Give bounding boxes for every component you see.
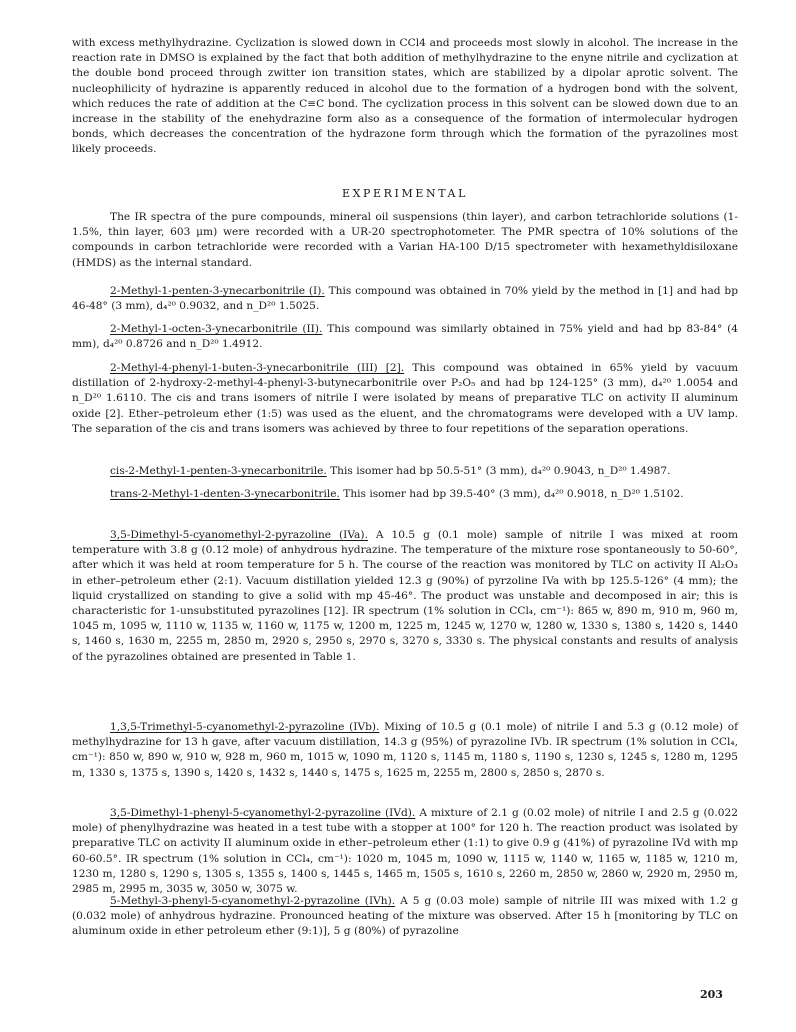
compound-II-title: 2-Methyl-1-octen-3-ynecarbonitrile (II). bbox=[110, 323, 323, 335]
section-heading: EXPERIMENTAL bbox=[341, 187, 469, 200]
page-number: 203 bbox=[700, 988, 723, 1001]
compound-I-body: This compound was obtained in 70% yield by the method in [1] and had bp 46-48° (3 mm), d₄²⁰ 0.9032, and n_D²⁰ 1.5025. bbox=[72, 285, 738, 313]
pyrazoline-IVa-paragraph bbox=[72, 528, 738, 665]
pyrazoline-IVd-paragraph bbox=[72, 806, 738, 897]
trans-isomer-paragraph bbox=[72, 487, 738, 502]
pyrazoline-IVb-paragraph bbox=[72, 720, 738, 781]
cis-isomer-paragraph bbox=[72, 464, 738, 479]
cis-isomer-body: This isomer had bp 50.5-51° (3 mm), d₄²⁰ 0.9043, n_D²⁰ 1.4987. bbox=[326, 465, 671, 477]
cis-isomer-title: cis-2-Methyl-1-penten-3-ynecarbonitrile. bbox=[110, 465, 327, 477]
pyrazoline-IVb-body: Mixing of 10.5 g (0.1 mole) of nitrile I and 5.3 g (0.12 mole) of methylhydrazine for 13 h gave, after vacuum distillation, 14.3 g (95%) of pyrazoline IVb. IR spectrum (1% solution in CCl₄, cm⁻¹): 850 w, 890 w, 910 w, 928 m, 960 m, 1015 w, 1090 m, 1120 s, 1145 m, 1180 s, 1190 s, 1230 s, 1245 s, 1280 m, 1295 m, 1330 s, 1375 s, 1390 s, 1420 s, 1432 s, 1440 s, 1475 s, 1625 m, 2255 m, 2800 s, 2850 s, 2870 s. bbox=[72, 721, 738, 779]
trans-isomer-title: trans-2-Methyl-1-denten-3-ynecarbonitrile. bbox=[110, 488, 340, 500]
pyrazoline-IVb-title: 1,3,5-Trimethyl-5-cyanomethyl-2-pyrazoline (IVb). bbox=[110, 721, 380, 733]
pyrazoline-IVh-title: 5-Methyl-3-phenyl-5-cyanomethyl-2-pyrazoline (IVh). bbox=[110, 895, 396, 907]
pyrazoline-IVh-body: A 5 g (0.03 mole) sample of nitrile III was mixed with 1.2 g (0.032 mole) of anhydrous hydrazine. Pronounced heating of the mixture was observed. After 15 h [monitoring by TLC on aluminum oxide in ether petroleum ether (9:1)], 5 g (80%) of pyrazoline bbox=[72, 895, 738, 938]
pyrazoline-IVh-paragraph bbox=[72, 894, 738, 940]
compound-III-body: This compound was obtained in 65% yield by vacuum distillation of 2-hydroxy-2-methyl-4-phenyl-3-butynecarbonitrile over P₂O₅ and had bp 124-125° (3 mm), d₄²⁰ 1.0054 and n_D²⁰ 1.6110. The cis and trans isomers of nitrile I were isolated by means of preparative TLC on activity II aluminum oxide [2]. Ether–petroleum ether (1:5) was used as the eluent, and the chromatograms were developed with a UV lamp. The separation of the cis and trans isomers was achieved by three to four repetitions of the separation operations. bbox=[72, 362, 738, 435]
compound-II-body: This compound was similarly obtained in 75% yield and had bp 83-84° (4 mm), d₄²⁰ 0.8726 and n_D²⁰ 1.4912. bbox=[72, 323, 738, 351]
trans-isomer-body: This isomer had bp 39.5-40° (3 mm), d₄²⁰ 0.9018, n_D²⁰ 1.5102. bbox=[339, 488, 684, 500]
compound-I-title: 2-Methyl-1-penten-3-ynecarbonitrile (I). bbox=[110, 285, 325, 297]
compound-III-title: 2-Methyl-4-phenyl-1-buten-3-ynecarbonitrile (III) [2]. bbox=[110, 362, 405, 374]
pyrazoline-IVa-title: 3,5-Dimethyl-5-cyanomethyl-2-pyrazoline (IVa). bbox=[110, 529, 368, 541]
compound-I-paragraph bbox=[72, 284, 738, 314]
pyrazoline-IVd-title: 3,5-Dimethyl-1-phenyl-5-cyanomethyl-2-pyrazoline (IVd). bbox=[110, 807, 416, 819]
compound-III-paragraph bbox=[72, 361, 738, 437]
pyrazoline-IVd-body: A mixture of 2.1 g (0.02 mole) of nitrile I and 2.5 g (0.022 mole) of phenylhydrazine was heated in a test tube with a stopper at 100° for 120 h. The reaction product was isolated by preparative TLC on activity II aluminum oxide in ether–petroleum ether (1:1) to give 0.9 g (41%) of pyrazoline IVd with mp 60-60.5°. IR spectrum (1% solution in CCl₄, cm⁻¹): 1020 m, 1045 m, 1090 w, 1115 w, 1140 w, 1165 w, 1185 w, 1210 m, 1230 m, 1280 s, 1290 s, 1305 s, 1355 s, 1400 s, 1445 s, 1465 m, 1505 s, 1610 s, 2260 m, 2850 w, 2860 w, 2920 m, 2950 m, 2985 m, 2995 m, 3035 w, 3050 w, 3075 w. bbox=[72, 807, 738, 896]
compound-II-paragraph bbox=[72, 322, 738, 352]
pyrazoline-IVa-body: A 10.5 g (0.1 mole) sample of nitrile I was mixed at room temperature with 3.8 g (0.12 mole) of anhydrous hydrazine. The temperature of the mixture rose spontaneously to 50-60°, after which it was held at room temperature for 5 h. The course of the reaction was monitored by TLC on activity II Al₂O₃ in ether–petroleum ether (2:1). Vacuum distillation yielded 12.3 g (90%) of pyrzoline IVa with bp 125.5-126° (4 mm); the liquid crystallized on standing to give a solid with mp 45-46°. The product was unstable and decomposed in air; this is characteristic for 1-unsubstituted pyrazolines [12]. IR spectrum (1% solution in CCl₄, cm⁻¹): 865 w, 890 m, 910 m, 960 m, 1045 m, 1095 w, 1110 w, 1135 w, 1160 w, 1175 w, 1200 m, 1225 m, 1245 w, 1270 w, 1280 w, 1330 s, 1380 s, 1420 s, 1440 s, 1460 s, 1630 m, 2255 m, 2850 m, 2920 s, 2950 s, 2970 s, 3270 s, 3330 s. The physical constants and results of analysis of the pyrazolines obtained are presented in Table 1. bbox=[72, 529, 738, 663]
ir-methods-paragraph: The IR spectra of the pure compounds, mineral oil suspensions (thin layer), and carbon tetrachloride solutions (1-1.5%, thin layer, 603 μm) were recorded with a UR-20 spectrophotometer. The PMR spectra of 10% solutions of the compounds in carbon tetrachloride were recorded with a Varian HA-100 D/15 spectrometer with hexamethyldisiloxane (HMDS) as the internal standard. bbox=[72, 211, 738, 269]
intro-paragraph: with excess methylhydrazine. Cyclization is slowed down in CCl4 and proceeds most slowly in alcohol. The increase in the reaction rate in DMSO is explained by the fact that both addition of methylhydrazine to the enyne nitrile and cyclization at the double bond proceed through zwitter ion transition states, which are stabilized by a dipolar aprotic solvent. The nucleophilicity of hydrazine is apparently reduced in alcohol due to the formation of a hydrogen bond with the solvent, which reduces the rate of addition at the C≡C bond. The cyclization process in this solvent can be slowed down due to an increase in the stability of the enehydrazine form also as a consequence of the formation of intermolecular hydrogen bonds, which decreases the concentration of the hydrazone form through which the formation of the pyrazolines most likely proceeds. bbox=[72, 37, 738, 156]
